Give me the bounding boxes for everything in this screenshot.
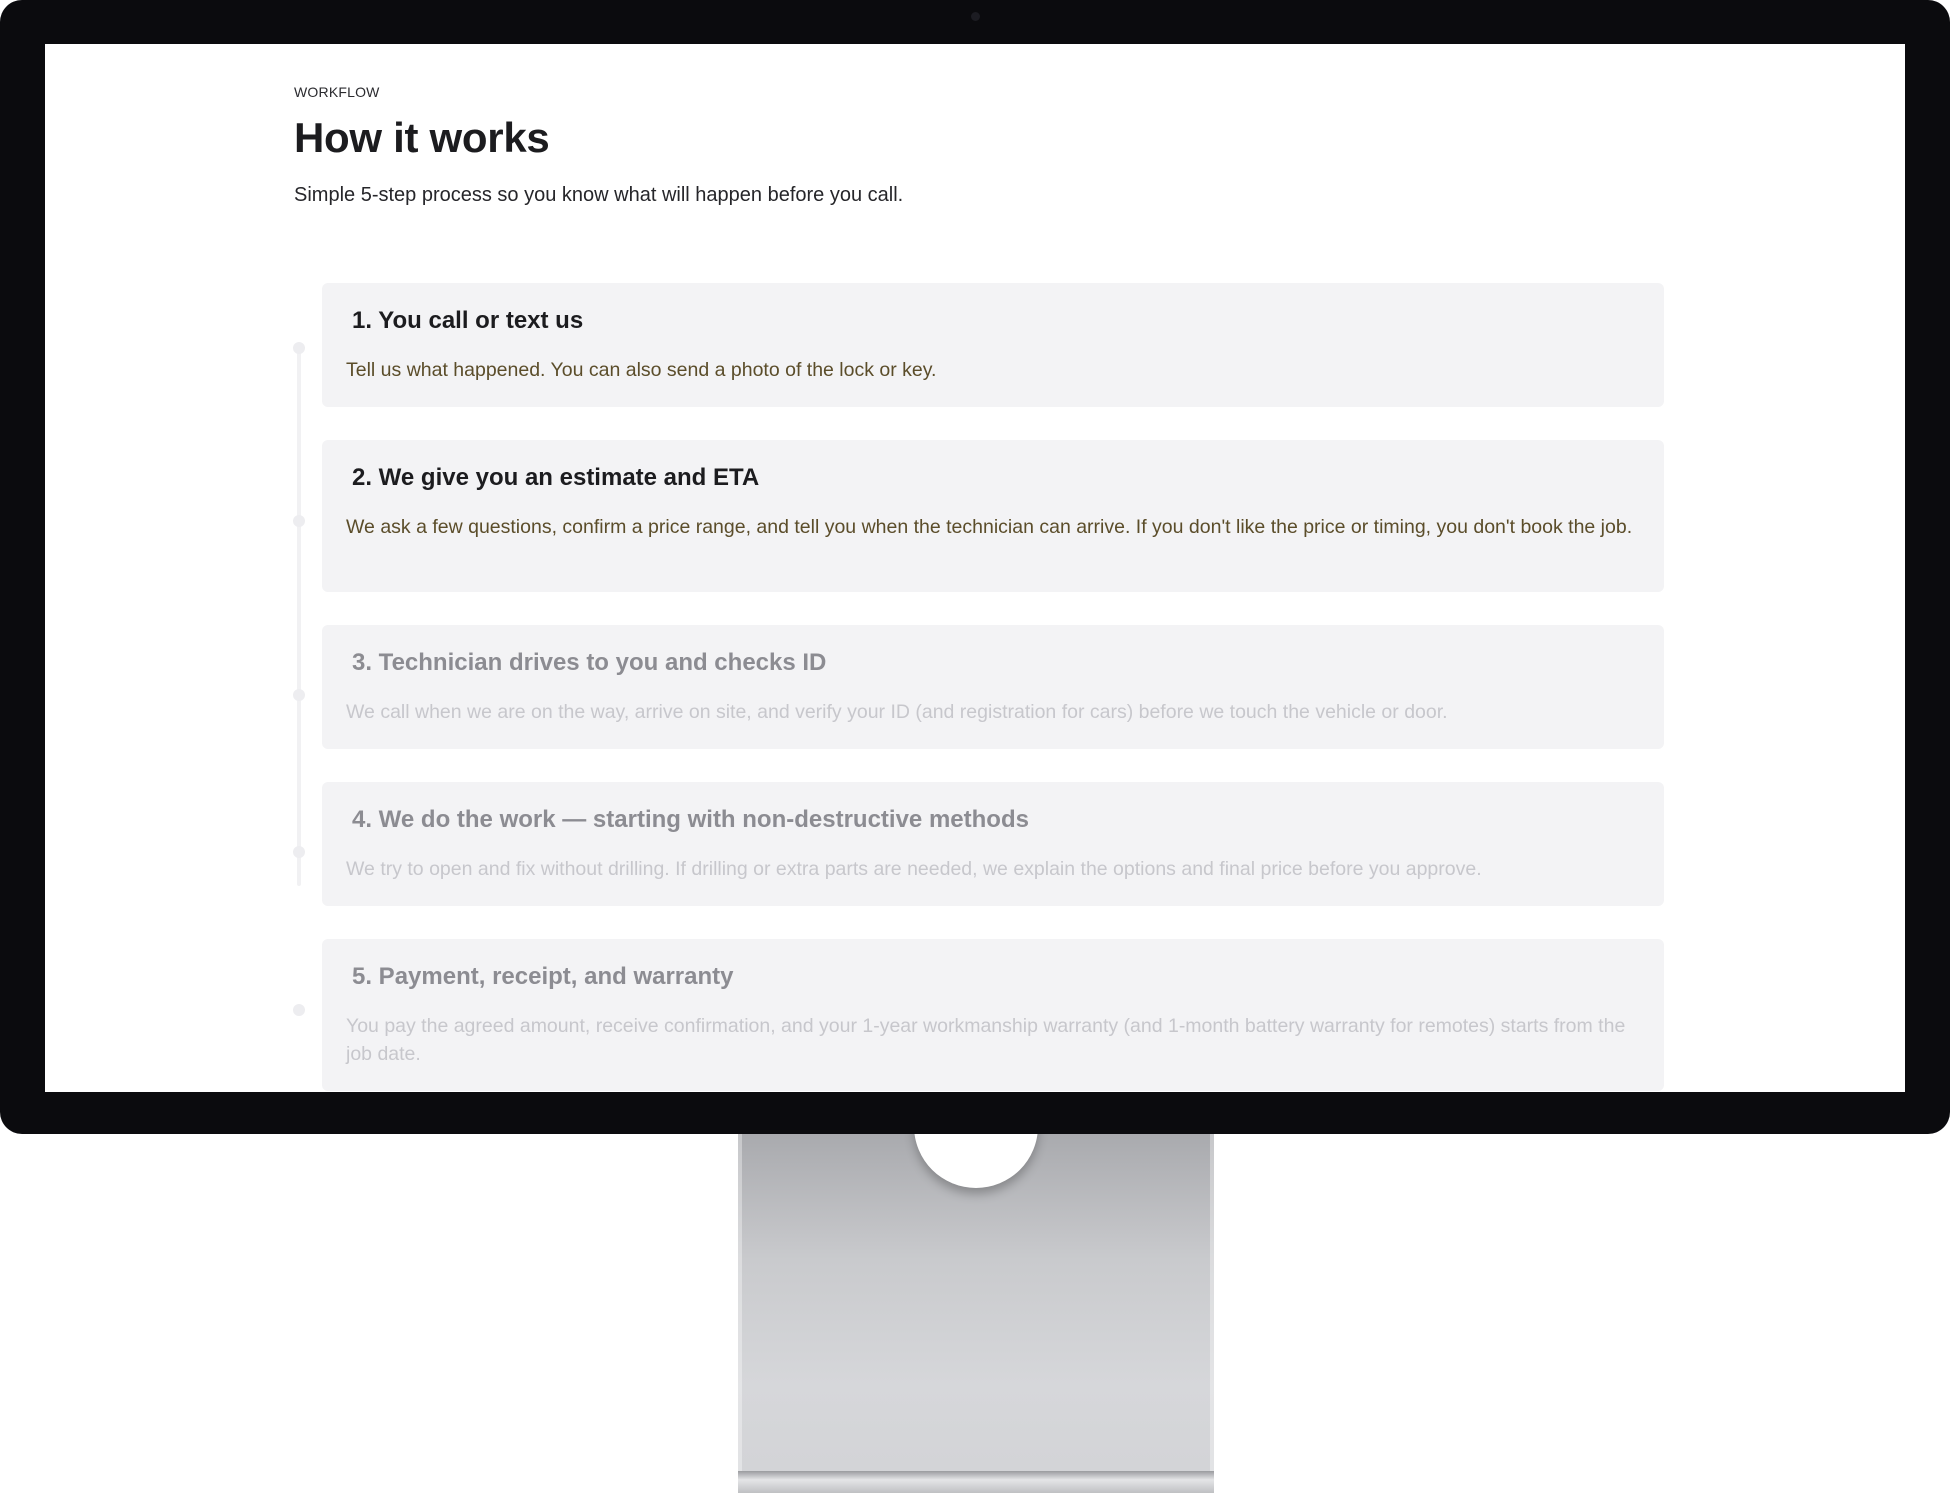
step-title: 2. We give you an estimate and ETA	[352, 464, 760, 491]
screen	[45, 44, 1905, 1092]
section-title: How it works	[294, 114, 550, 161]
step-card-1	[322, 283, 1664, 407]
timeline-dot	[293, 689, 305, 701]
timeline-line	[297, 346, 301, 886]
how-it-works-section	[294, 84, 1674, 1065]
step-title: 1. You call or text us	[352, 307, 584, 334]
stand-cutout	[914, 1134, 1038, 1188]
timeline-dot	[293, 1004, 305, 1016]
section-subtitle: Simple 5-step process so you know what will happen before you call.	[294, 184, 904, 207]
step-title: 4. We do the work — starting with non-destructive methods	[352, 806, 1029, 833]
timeline-dot	[293, 342, 305, 354]
step-description: We ask a few questions, confirm a price range, and tell you when the technician can arrive. If you don't like the price or timing, you don't book the job.	[346, 515, 1633, 538]
step-description: Tell us what happened. You can also send a photo of the lock or key.	[346, 358, 937, 381]
step-card-4	[322, 782, 1664, 906]
camera-icon	[971, 12, 980, 21]
timeline-dot	[293, 515, 305, 527]
stand-edge	[738, 1134, 742, 1493]
stand-edge	[1210, 1134, 1214, 1493]
step-description: We call when we are on the way, arrive on site, and verify your ID (and registration for cars) before we touch the vehicle or door.	[346, 700, 1448, 723]
section-eyebrow: WORKFLOW	[294, 84, 380, 100]
step-card-3	[322, 625, 1664, 749]
step-description: You pay the agreed amount, receive confirmation, and your 1-year workmanship warranty (and 1-month battery warranty for remotes) starts from the job date.	[346, 1014, 1626, 1065]
step-card-5	[322, 939, 1664, 1091]
timeline-dot	[293, 846, 305, 858]
monitor-stand	[738, 1134, 1214, 1493]
stand-base	[738, 1471, 1214, 1493]
step-description: We try to open and fix without drilling. If drilling or extra parts are needed, we explain the options and final price before you approve.	[346, 857, 1482, 880]
step-title: 5. Payment, receipt, and warranty	[352, 963, 734, 990]
step-title: 3. Technician drives to you and checks ID	[352, 649, 827, 676]
step-card-2	[322, 440, 1664, 592]
